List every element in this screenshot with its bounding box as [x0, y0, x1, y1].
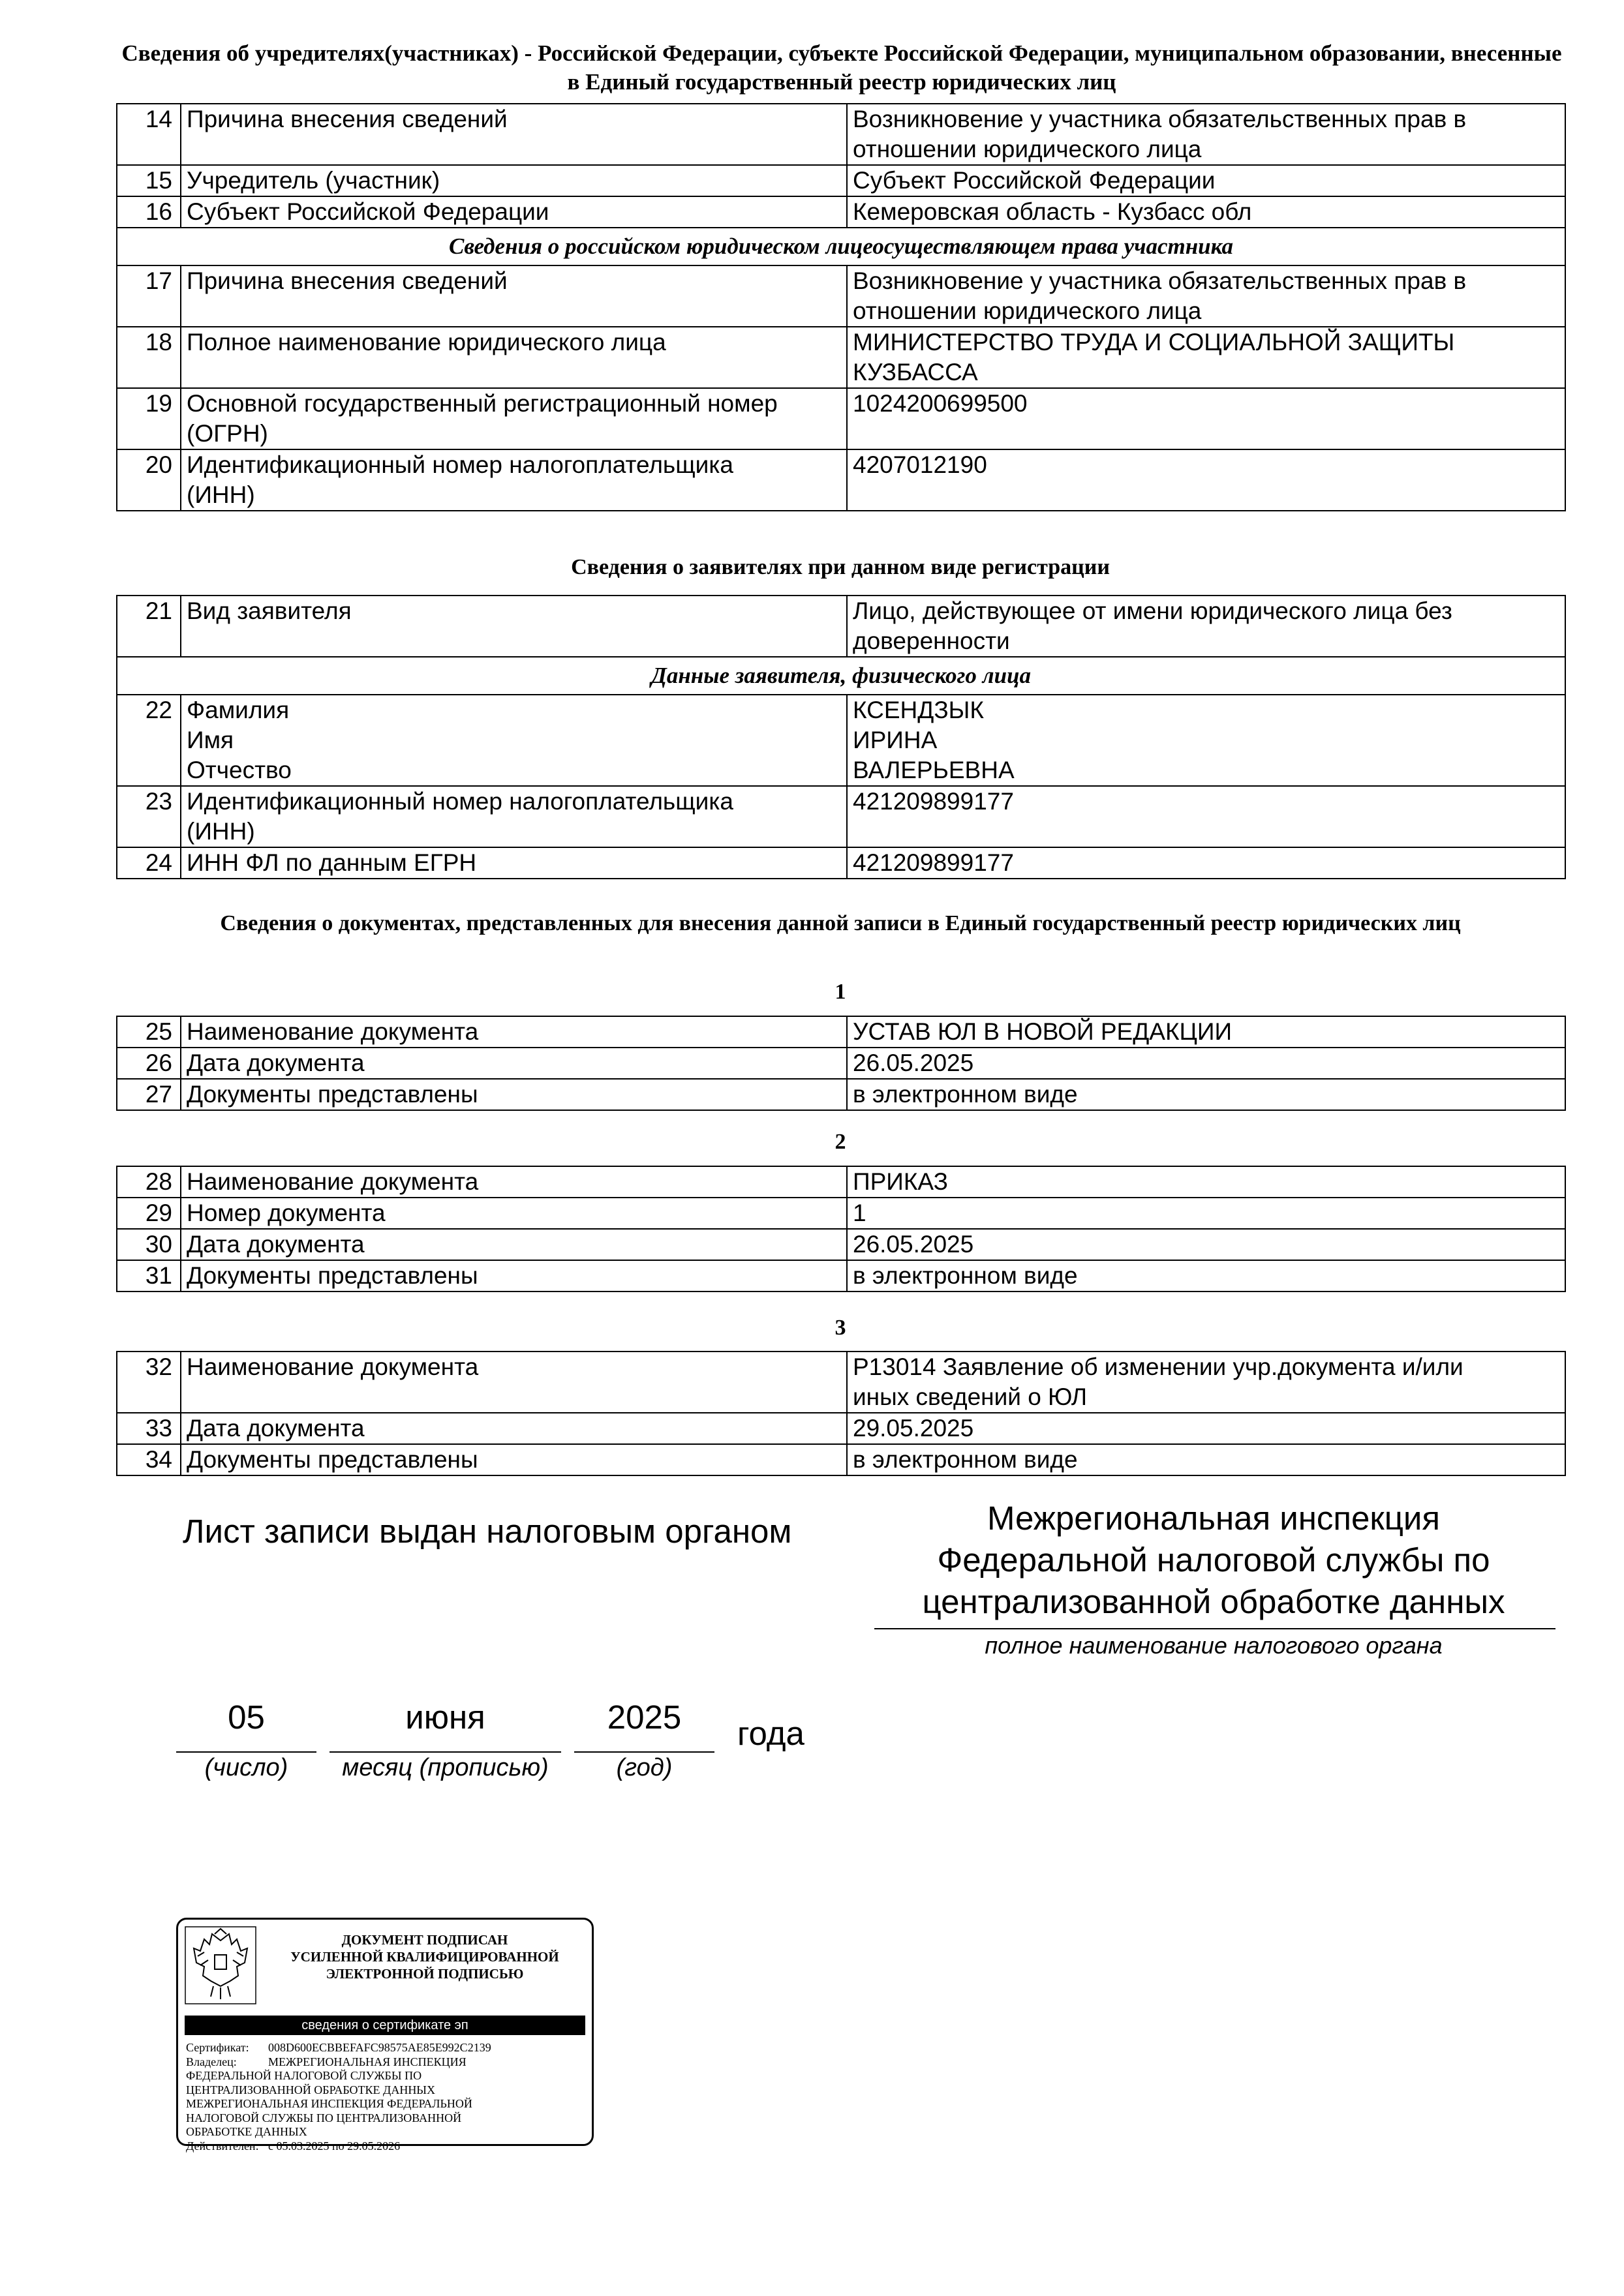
date-year-line	[574, 1751, 714, 1753]
row-number: 15	[117, 165, 181, 196]
row-number: 14	[117, 104, 181, 165]
table-row	[117, 1352, 1565, 1413]
row-value: 4207012190	[847, 449, 1565, 511]
row-number: 27	[117, 1079, 181, 1110]
row-value: 26.05.2025	[847, 1048, 1565, 1079]
date-day-caption: (число)	[204, 1754, 288, 1781]
row-number: 16	[117, 196, 181, 228]
row-value: Лицо, действующее от имени юридического лица без доверенности	[847, 596, 1565, 657]
row-label: Причина внесения сведений	[181, 265, 847, 327]
row-label: Номер документа	[181, 1198, 847, 1229]
row-label: Дата документа	[181, 1229, 847, 1260]
row-number: 20	[117, 449, 181, 511]
table-row	[117, 1079, 1565, 1110]
table-row	[117, 695, 1565, 786]
stamp-row	[186, 2139, 577, 2154]
row-value: Возникновение у участника обязательственных прав в отношении юридического лица	[847, 104, 1565, 165]
certificate-value: 008D600ECBBEFAFC98575AE85E992C2139	[268, 2041, 491, 2054]
row-number: 18	[117, 327, 181, 388]
row-value: в электронном виде	[847, 1444, 1565, 1475]
row-label: Основной государственный регистрационный номер (ОГРН)	[181, 388, 847, 449]
row-number: 22	[117, 695, 181, 786]
document-table	[116, 1016, 1566, 1111]
document-table	[116, 1351, 1566, 1476]
stamp-row	[186, 2041, 577, 2055]
row-value: Р13014 Заявление об изменении учр.документа и/или иных сведений о ЮЛ	[847, 1352, 1565, 1413]
certificate-label: Сертификат:	[186, 2041, 249, 2054]
date-year-caption: (год)	[616, 1754, 673, 1781]
row-number: 32	[117, 1352, 181, 1413]
row-label: Документы представлены	[181, 1444, 847, 1475]
table-row	[117, 1229, 1565, 1260]
stamp-title: ДОКУМЕНТ ПОДПИСАН УСИЛЕННОЙ КВАЛИФИЦИРОВАННОЙ ЭЛЕКТРОННОЙ ПОДПИСЬЮ	[290, 1932, 559, 1982]
row-value: 1024200699500	[847, 388, 1565, 449]
row-label: Причина внесения сведений	[181, 104, 847, 165]
owner-label: Владелец:	[186, 2055, 237, 2068]
table-row	[117, 1166, 1565, 1198]
row-label: Наименование документа	[181, 1166, 847, 1198]
row-number: 21	[117, 596, 181, 657]
row-value: 26.05.2025	[847, 1229, 1565, 1260]
applicants-heading: Сведения о заявителях при данном виде регистрации	[571, 555, 1110, 579]
authority-caption: полное наименование налогового органа	[985, 1632, 1443, 1659]
row-number: 17	[117, 265, 181, 327]
document-number: 2	[835, 1130, 846, 1154]
table-row	[117, 388, 1565, 449]
table-row	[117, 1260, 1565, 1292]
date-month-line	[329, 1751, 561, 1753]
table-subheading-row	[117, 228, 1565, 265]
date-day: 05	[228, 1699, 265, 1736]
table-row	[117, 1444, 1565, 1475]
row-label: Фамилия Имя Отчество	[181, 695, 847, 786]
table-row	[117, 449, 1565, 511]
row-value: КСЕНДЗЫК ИРИНА ВАЛЕРЬЕВНА	[847, 695, 1565, 786]
document-number: 1	[835, 980, 846, 1004]
applicant-person-subheading: Данные заявителя, физического лица	[117, 657, 1565, 695]
row-number: 29	[117, 1198, 181, 1229]
table-row	[117, 265, 1565, 327]
row-value: в электронном виде	[847, 1260, 1565, 1292]
table-row	[117, 786, 1565, 847]
row-value: Возникновение у участника обязательственных прав в отношении юридического лица	[847, 265, 1565, 327]
date-month: июня	[405, 1699, 485, 1736]
row-value: Субъект Российской Федерации	[847, 165, 1565, 196]
row-number: 28	[117, 1166, 181, 1198]
e-signature-stamp	[176, 1918, 594, 2152]
row-value: 1	[847, 1198, 1565, 1229]
row-number: 31	[117, 1260, 181, 1292]
row-label: Наименование документа	[181, 1016, 847, 1048]
row-label: Дата документа	[181, 1048, 847, 1079]
row-label: Субъект Российской Федерации	[181, 196, 847, 228]
row-number: 34	[117, 1444, 181, 1475]
documents-heading: Сведения о документах, представленных для внесения данной записи в Единый государственный реестр юридических лиц	[220, 911, 1461, 935]
date-day-line	[176, 1751, 316, 1753]
legal-entity-subheading: Сведения о российском юридическом лицеосуществляющем права участника	[117, 228, 1565, 265]
row-value: Кемеровская область - Кузбасс обл	[847, 196, 1565, 228]
document-table	[116, 1166, 1566, 1292]
row-label: Полное наименование юридического лица	[181, 327, 847, 388]
row-value: 421209899177	[847, 847, 1565, 879]
stamp-row	[186, 2055, 577, 2139]
row-label: Вид заявителя	[181, 596, 847, 657]
stamp-details	[186, 2041, 577, 2153]
row-value: 29.05.2025	[847, 1413, 1565, 1444]
table-subheading-row	[117, 657, 1565, 695]
tax-authority-name: Межрегиональная инспекция Федеральной налоговой службы по централизованной обработке данных	[922, 1500, 1505, 1620]
applicant-table	[116, 595, 1566, 879]
row-label: Наименование документа	[181, 1352, 847, 1413]
row-number: 26	[117, 1048, 181, 1079]
row-label: Документы представлены	[181, 1079, 847, 1110]
row-number: 25	[117, 1016, 181, 1048]
owner-value: МЕЖРЕГИОНАЛЬНАЯ ИНСПЕКЦИЯ ФЕДЕРАЛЬНОЙ НАЛОГОВОЙ СЛУЖБЫ ПО ЦЕНТРАЛИЗОВАННОЙ ОБРАБОТКЕ ДАННЫХ МЕЖРЕГИОНАЛЬНАЯ ИНСПЕКЦИЯ ФЕДЕРАЛЬНОЙ НАЛОГОВОЙ СЛУЖБЫ ПО ЦЕНТРАЛИЗОВАННОЙ ОБРАБОТКЕ ДАННЫХ	[186, 2055, 472, 2138]
row-number: 23	[117, 786, 181, 847]
table-row	[117, 327, 1565, 388]
row-label: Дата документа	[181, 1413, 847, 1444]
stamp-certificate-bar: сведения о сертификате эп	[185, 2016, 585, 2035]
russian-emblem-icon	[185, 1926, 256, 2004]
row-value: УСТАВ ЮЛ В НОВОЙ РЕДАКЦИИ	[847, 1016, 1565, 1048]
validity-label: Действителен:	[186, 2139, 259, 2152]
row-value: в электронном виде	[847, 1079, 1565, 1110]
validity-value: с 05.03.2025 по 29.05.2026	[268, 2139, 401, 2152]
table-row	[117, 104, 1565, 165]
row-value: ПРИКАЗ	[847, 1166, 1565, 1198]
row-number: 30	[117, 1229, 181, 1260]
row-label: ИНН ФЛ по данным ЕГРН	[181, 847, 847, 879]
row-label: Документы представлены	[181, 1260, 847, 1292]
row-label: Идентификационный номер налогоплательщика (ИНН)	[181, 449, 847, 511]
page-title: Сведения об учредителях(участниках) - Российской Федерации, субъекте Российской Федерации, муниципальном образовании, внесенные в Единый государственный реестр юридических лиц	[121, 40, 1562, 95]
authority-underline	[874, 1628, 1555, 1629]
row-label: Идентификационный номер налогоплательщика (ИНН)	[181, 786, 847, 847]
table-row	[117, 847, 1565, 879]
row-label: Учредитель (участник)	[181, 165, 847, 196]
row-value: МИНИСТЕРСТВО ТРУДА И СОЦИАЛЬНОЙ ЗАЩИТЫ КУЗБАССА	[847, 327, 1565, 388]
issued-label: Лист записи выдан налоговым органом	[183, 1513, 792, 1550]
date-suffix: года	[737, 1715, 804, 1752]
date-year: 2025	[607, 1699, 682, 1736]
row-value: 421209899177	[847, 786, 1565, 847]
table-row	[117, 1016, 1565, 1048]
table-row	[117, 1198, 1565, 1229]
table-row	[117, 165, 1565, 196]
row-number: 19	[117, 388, 181, 449]
table-row	[117, 1048, 1565, 1079]
table-row	[117, 1413, 1565, 1444]
founder-table	[116, 103, 1566, 511]
date-month-caption: месяц (прописью)	[342, 1754, 549, 1781]
row-number: 24	[117, 847, 181, 879]
table-row	[117, 196, 1565, 228]
row-number: 33	[117, 1413, 181, 1444]
document-number: 3	[835, 1316, 846, 1340]
table-row	[117, 596, 1565, 657]
